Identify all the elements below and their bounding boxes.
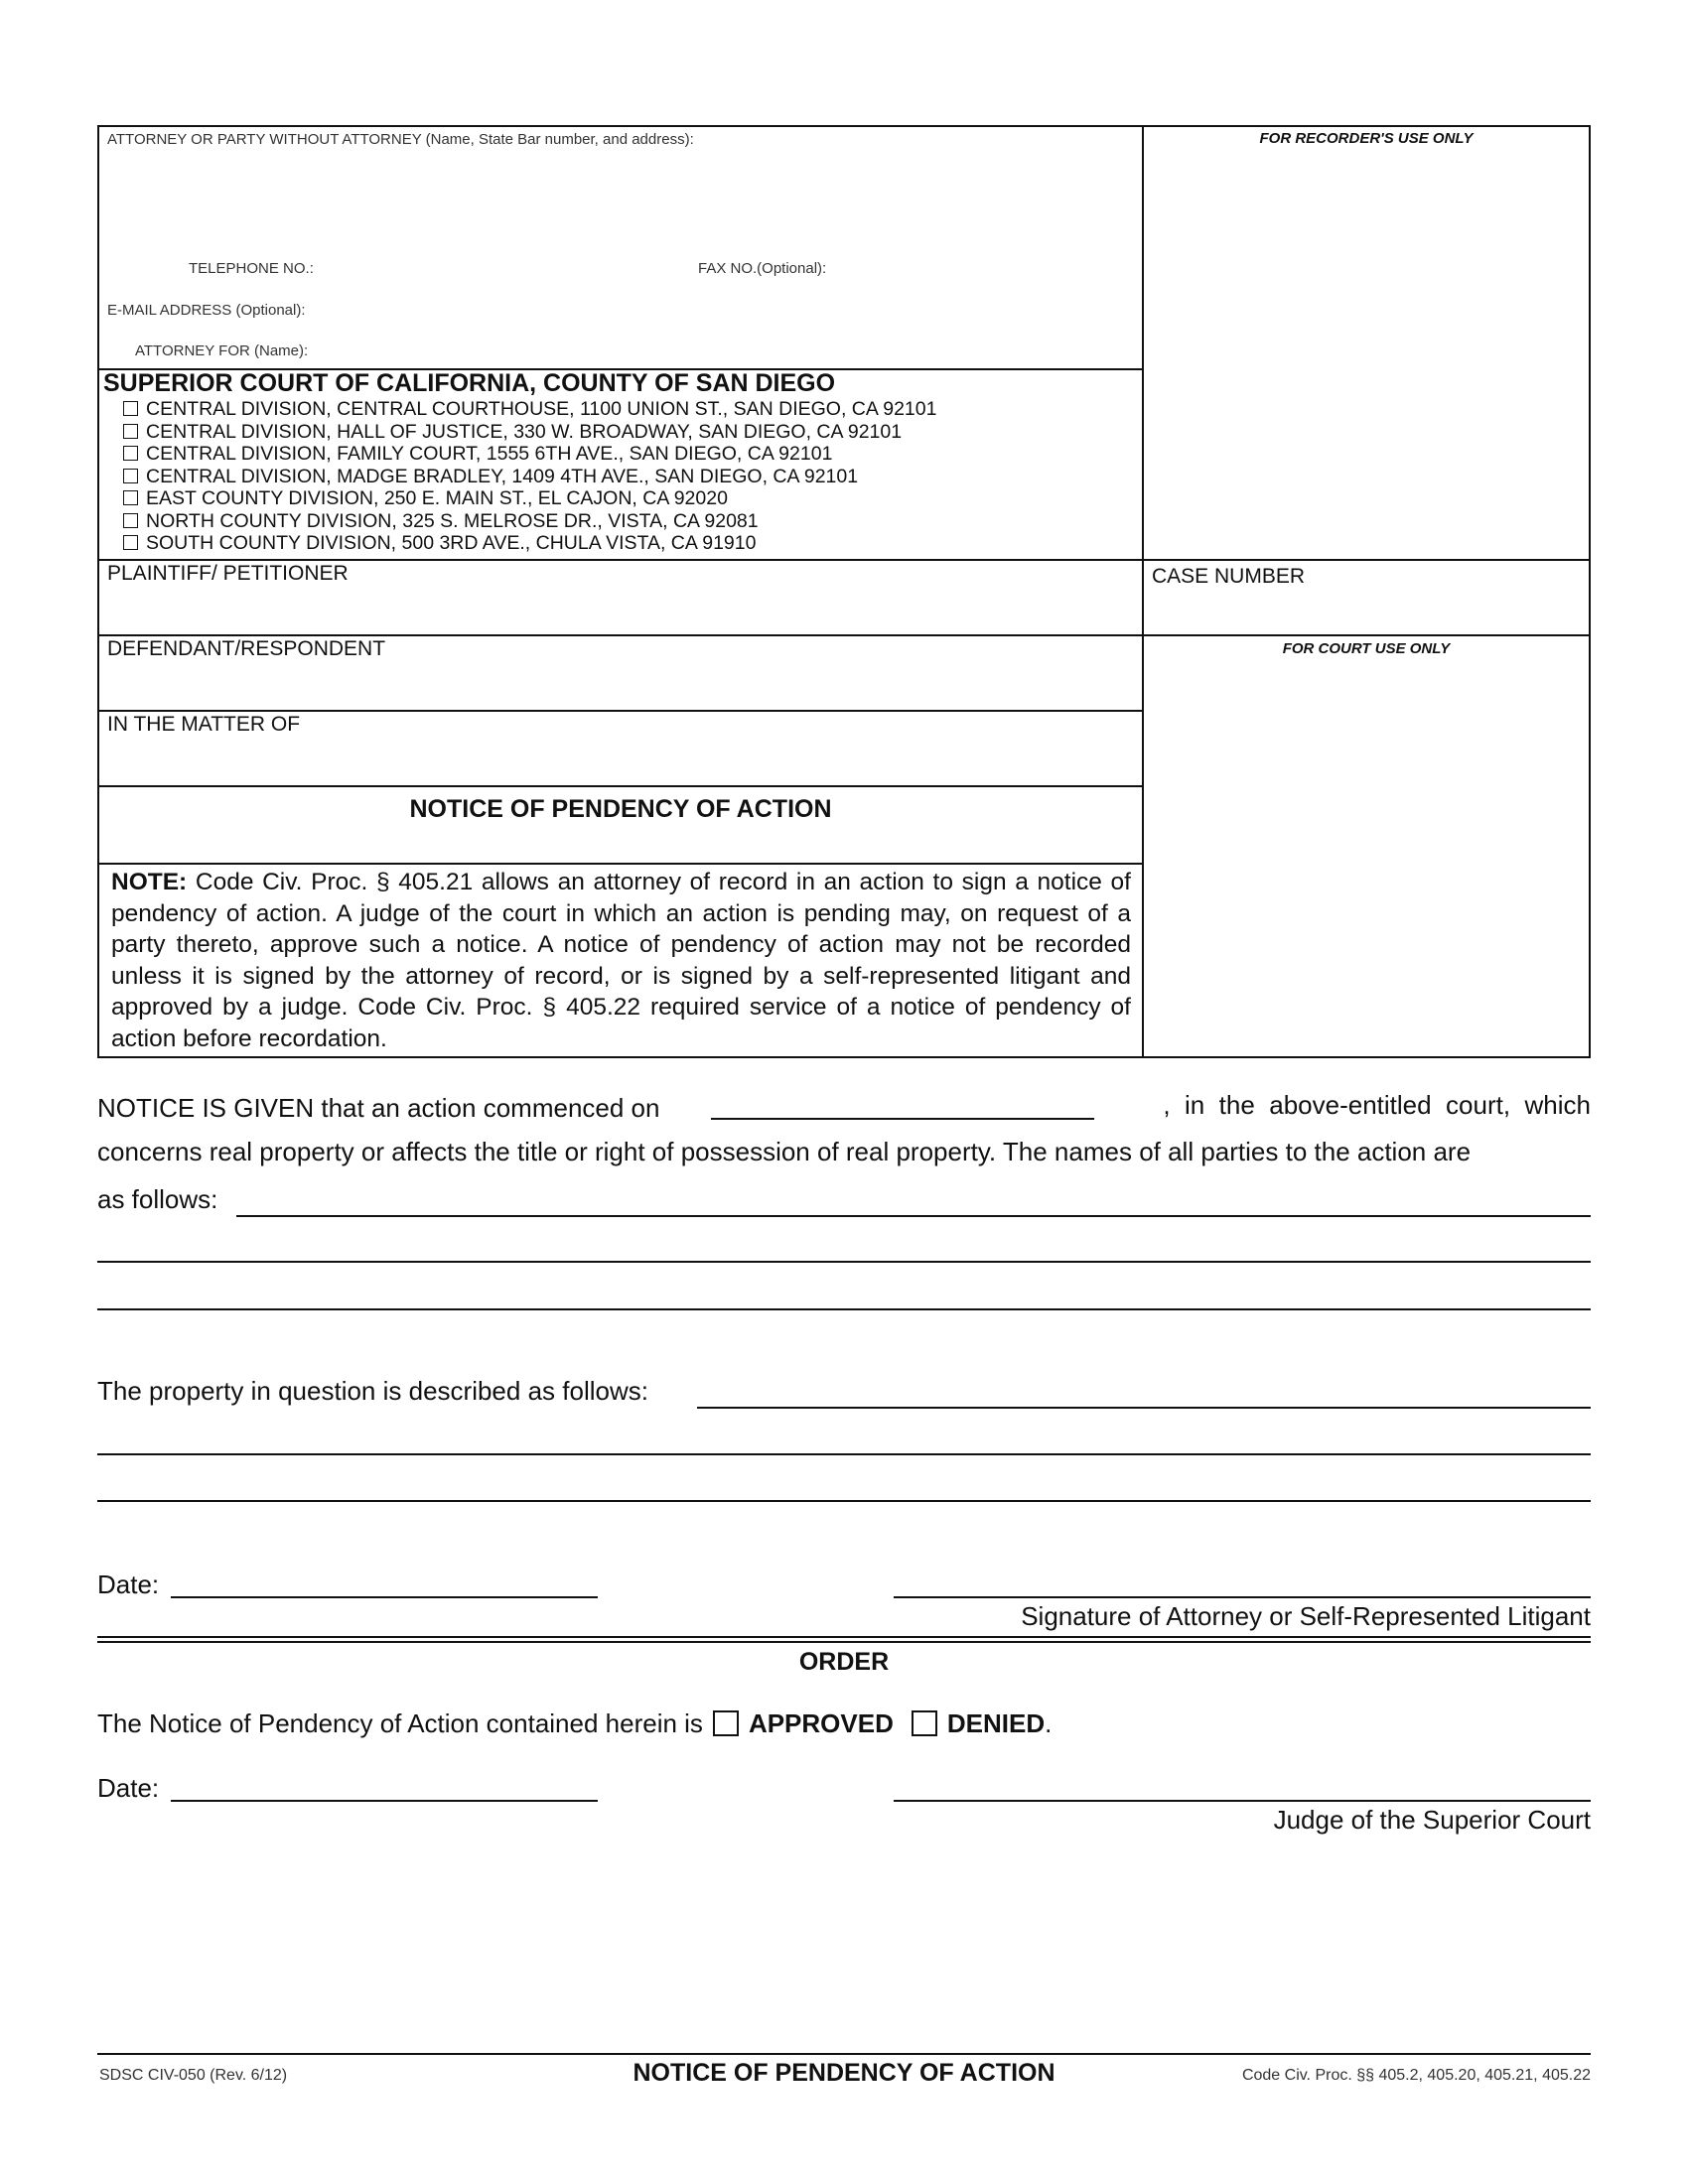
recorder-use-box bbox=[1142, 125, 1591, 561]
checkbox[interactable] bbox=[123, 469, 138, 483]
division-item[interactable]: CENTRAL DIVISION, MADGE BRADLEY, 1409 4TH AVE., SAN DIEGO, CA 92101 bbox=[123, 466, 936, 488]
property-label: The property in question is described as follows: bbox=[97, 1376, 648, 1406]
judge-signature-field[interactable] bbox=[894, 1800, 1591, 1802]
order-title: ORDER bbox=[798, 1648, 890, 1676]
attorney-label: ATTORNEY OR PARTY WITHOUT ATTORNEY (Name, State Bar number, and address): bbox=[107, 131, 694, 148]
footer-rule bbox=[97, 2053, 1591, 2055]
fax-label: FAX NO.(Optional): bbox=[698, 260, 827, 277]
division-list bbox=[123, 398, 936, 555]
form-title: NOTICE OF PENDENCY OF ACTION bbox=[409, 795, 832, 823]
attorney-for-label: ATTORNEY FOR (Name): bbox=[135, 342, 309, 359]
parties-field-line-1[interactable] bbox=[236, 1215, 1591, 1217]
order-divider-bottom bbox=[97, 1641, 1591, 1643]
telephone-label: TELEPHONE NO.: bbox=[189, 260, 314, 277]
court-use-box bbox=[1142, 634, 1591, 1058]
approved-label: APPROVED bbox=[748, 1708, 894, 1738]
parties-field-line-2[interactable] bbox=[97, 1261, 1591, 1263]
division-item[interactable]: SOUTH COUNTY DIVISION, 500 3RD AVE., CHULA VISTA, CA 91910 bbox=[123, 532, 936, 555]
order-date-label: Date: bbox=[97, 1773, 160, 1803]
parties-field-line-3[interactable] bbox=[97, 1308, 1591, 1310]
property-field-line-3[interactable] bbox=[97, 1500, 1591, 1502]
order-statement: The Notice of Pendency of Action contained herein is bbox=[97, 1708, 703, 1738]
note-bold: NOTE: bbox=[111, 869, 188, 895]
order-date-field[interactable] bbox=[171, 1800, 598, 1802]
order-divider-top bbox=[97, 1636, 1591, 1638]
case-number-label: CASE NUMBER bbox=[1152, 565, 1306, 588]
signature-field[interactable] bbox=[894, 1596, 1591, 1598]
footer-form-id: SDSC CIV-050 (Rev. 6/12) bbox=[99, 2067, 288, 2084]
note-paragraph bbox=[111, 867, 1131, 1054]
property-field-line-1[interactable] bbox=[697, 1407, 1591, 1409]
note-text: Code Civ. Proc. § 405.21 allows an attorney of record in an action to sign a notice of pendency of action. A judge of the court in which an action is pending may, on request of a party thereto, approve such a notice. A notice of pendency of action may not be recorded unless it is signed by the attorney of record, or is signed by a self-represented litigant and approved by a judge. Code Civ. Proc. § 405.22 required service of a notice of pendency of action before recordation. bbox=[111, 869, 1131, 1052]
checkbox[interactable] bbox=[123, 490, 138, 505]
commenced-date-field[interactable] bbox=[711, 1118, 1094, 1120]
notice-line-3: as follows: bbox=[97, 1184, 218, 1214]
footer-code: Code Civ. Proc. §§ 405.2, 405.20, 405.21, 405.22 bbox=[1241, 2067, 1591, 2084]
plaintiff-label: PLAINTIFF/ PETITIONER bbox=[107, 562, 349, 585]
division-item[interactable]: NORTH COUNTY DIVISION, 325 S. MELROSE DR., VISTA, CA 92081 bbox=[123, 510, 936, 533]
approved-checkbox[interactable] bbox=[713, 1710, 739, 1736]
checkbox[interactable] bbox=[123, 446, 138, 461]
division-item[interactable]: EAST COUNTY DIVISION, 250 E. MAIN ST., EL CAJON, CA 92020 bbox=[123, 487, 936, 510]
judge-label: Judge of the Superior Court bbox=[1273, 1805, 1591, 1835]
court-title: SUPERIOR COURT OF CALIFORNIA, COUNTY OF SAN DIEGO bbox=[103, 369, 836, 397]
notice-mid: , in the above-entitled court, which bbox=[1163, 1090, 1591, 1120]
division-item[interactable]: CENTRAL DIVISION, HALL OF JUSTICE, 330 W. BROADWAY, SAN DIEGO, CA 92101 bbox=[123, 421, 936, 444]
order-period: . bbox=[1045, 1708, 1053, 1738]
checkbox[interactable] bbox=[123, 513, 138, 528]
email-label: E-MAIL ADDRESS (Optional): bbox=[107, 302, 306, 319]
denied-checkbox[interactable] bbox=[912, 1710, 937, 1736]
matter-label: IN THE MATTER OF bbox=[107, 713, 301, 736]
property-field-line-2[interactable] bbox=[97, 1453, 1591, 1455]
date-label: Date: bbox=[97, 1570, 160, 1599]
court-use-label: FOR COURT USE ONLY bbox=[1282, 640, 1451, 657]
footer-title: NOTICE OF PENDENCY OF ACTION bbox=[633, 2059, 1055, 2087]
denied-label: DENIED bbox=[946, 1708, 1046, 1738]
checkbox[interactable] bbox=[123, 424, 138, 439]
checkbox[interactable] bbox=[123, 535, 138, 550]
order-statement-row bbox=[97, 1708, 1052, 1739]
recorder-use-label: FOR RECORDER'S USE ONLY bbox=[1259, 130, 1474, 147]
notice-start: NOTICE IS GIVEN that an action commenced on bbox=[97, 1093, 660, 1123]
caption-left-top bbox=[97, 125, 1144, 370]
division-item[interactable]: CENTRAL DIVISION, CENTRAL COURTHOUSE, 1100 UNION ST., SAN DIEGO, CA 92101 bbox=[123, 398, 936, 421]
checkbox[interactable] bbox=[123, 401, 138, 416]
defendant-label: DEFENDANT/RESPONDENT bbox=[107, 637, 386, 660]
signature-label: Signature of Attorney or Self-Represented Litigant bbox=[1021, 1601, 1591, 1631]
notice-line-2: concerns real property or affects the title or right of possession of real property. The names of all parties to the action are bbox=[97, 1137, 1472, 1166]
date-field[interactable] bbox=[171, 1596, 598, 1598]
division-item[interactable]: CENTRAL DIVISION, FAMILY COURT, 1555 6TH AVE., SAN DIEGO, CA 92101 bbox=[123, 443, 936, 466]
